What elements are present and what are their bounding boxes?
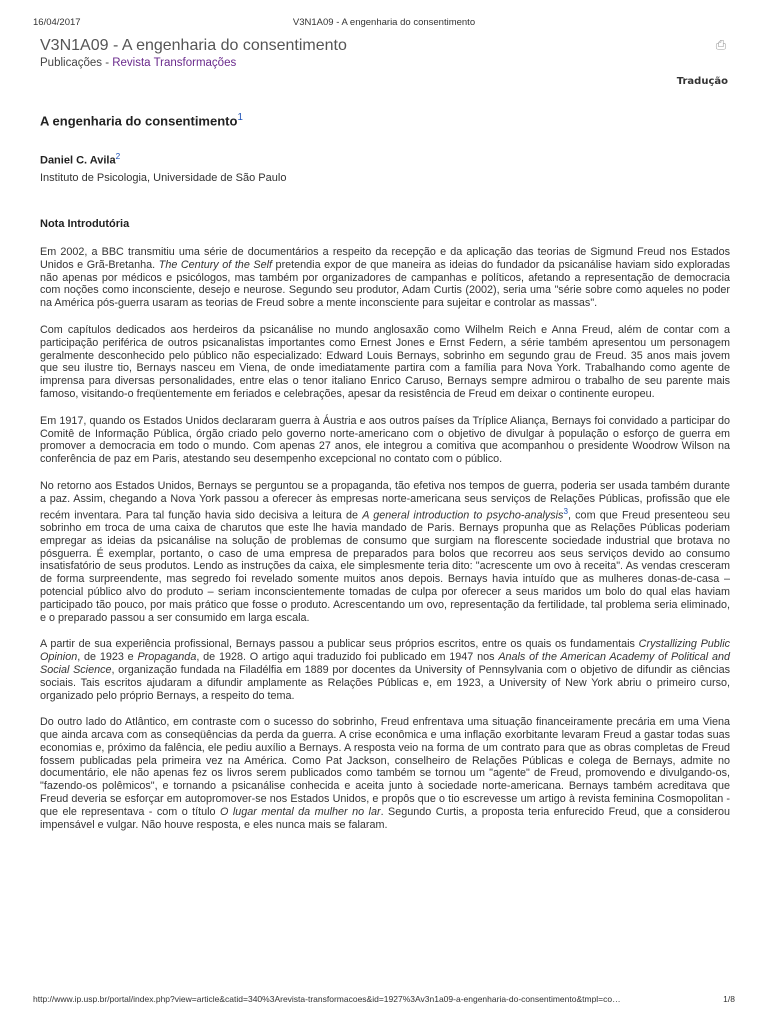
article-title (40, 112, 243, 128)
paragraph-4 (40, 480, 730, 624)
italic-title: O lugar mental da mulher no lar (220, 805, 381, 818)
paragraph-text: , organização fundada na Filadélfia em 1889 por docentes da University of Pennsylvania com o objetivo de difundir as ciências sociais. Tais escritos ajudaram a difundir amplamente as Relações Públicas e, em 1923, a University of New York abriu o primeiro curso, organizado pelo próprio Bernays, a respeito do tema. (40, 663, 730, 702)
breadcrumb-link-revista[interactable]: Revista Transformações (112, 57, 237, 69)
footnote-link-1[interactable]: 1 (237, 112, 243, 123)
print-date: 16/04/2017 (33, 17, 81, 28)
page-url: http://www.ip.usp.br/portal/index.php?view=article&catid=340%3Arevista-transformacoes&id=1927%3Av3n1a09-a-engenharia-do-consentimento&tmpl=co… (33, 994, 621, 1004)
printer-icon[interactable]: ⎙ (715, 37, 727, 52)
category-label: Tradução (676, 76, 728, 87)
article-body (40, 246, 730, 845)
italic-title: A general introduction to psycho-analysis (362, 509, 564, 522)
footnote-link-3[interactable]: 3 (563, 506, 568, 516)
paragraph-text: , de 1923 e (77, 651, 138, 664)
print-header (33, 17, 735, 29)
author-affiliation: Instituto de Psicologia, Universidade de São Paulo (40, 172, 287, 184)
breadcrumb-prefix: Publicações - (40, 57, 113, 69)
breadcrumb (40, 57, 236, 69)
paragraph-text: Em 2002, a BBC transmitiu uma série de documentários a respeito da recepção e da aplicação das teorias de Sigmund Freud nos Estados Unidos e Grã-Bretanha. (40, 246, 730, 271)
print-title: V3N1A09 - A engenharia do consentimento (292, 17, 476, 28)
italic-title: The Century of the Self (158, 258, 272, 271)
section-title: Nota Introdutória (40, 218, 130, 230)
article-title-text: A engenharia do consentimento (40, 113, 238, 129)
paragraph-6 (40, 716, 730, 831)
paragraph-text: . Segundo Curtis, a proposta teria enfurecido Freud, que a considerou impensável e vulgar. Não houve resposta, e eles nunca mais se falaram. (40, 805, 730, 831)
page-number: 1/8 (723, 994, 735, 1004)
print-footer (33, 994, 735, 1006)
paragraph-text: pretendia expor de que maneira as ideias do fundador da psicanálise haviam sido exploradas não apenas por médicos e psicólogos, mas também por organizadores de campanhas e políticos, afetando a representação de democracia com noções como inconsciente, desejo e neurose. Segundo seu produtor, Adam Curtis (2002), seria uma "série sobre como aqueles no poder na América pós-guerra usaram as teorias de Freud sobre a mente inconsciente para sujeitar e controlar as massas". (40, 258, 731, 310)
paragraph-2: Com capítulos dedicados aos herdeiros da psicanálise no mundo anglosaxão como Wilhelm Reich e Anna Freud, além de contar com a participação periférica de outros psicanalistas importantes como Ernest Jones e Ernst Federn, a série também apresentou um personagem geralmente desconhecido pelo público não especializado: Edward Louis Bernays, sobrinho em segundo grau de Freud. 35 anos mais jovem que seu ilustre tio, Bernays nasceu em Viena, de onde imediatamente partira com a família para Nova York. Trabalhando como agente de imprensa para diversas personalidades, entre elas o tenor italiano Enrico Caruso, Bernays sempre admirou o trabalho de seu parente mais famoso, visitando-o freqüentemente em feriados e celebrações, apesar da resistência de Freud em deixar o continente europeu. (40, 323, 730, 400)
paragraph-text: Do outro lado do Atlântico, em contraste com o sucesso do sobrinho, Freud enfrentava uma situação financeiramente precária em uma Viena que ainda arcava com as conseqüências da perda da guerra. A crise econômica e uma inflação exorbitante levaram Freud a gastar todas suas economias e, próximo da falência, ele pediu auxílio a Bernays. A resposta veio na forma de um contrato para que as obras completas de Freud fossem publicadas pela primeira vez na América. Como Pat Jackson, conselheiro de Relações Públicas e colega de Bernays, admite no documentário, ele não apenas fez os livros serem publicados como também se tornou um "agente" de Freud, promovendo e divulgando-os, "fazendo-os polêmicos", e tornando a psicanálise conhecida e aceita junto à sociedade norte-americana. Bernays também acreditava que Freud deveria se esforçar em autopromover-se nos Estados Unidos, e propôs que o tio escrevesse um artigo à revista feminina Cosmopolitan - que ele representava - com o título (40, 716, 730, 818)
author-name-text: Daniel C. Avila (40, 154, 116, 167)
author-name (40, 152, 120, 167)
paragraph-text: A partir de sua experiência profissional, Bernays passou a publicar seus próprios escritos, entre os quais os fundamentais (40, 638, 639, 651)
italic-title: Propaganda (137, 651, 197, 664)
italic-title: Crystallizing Public Opinion (40, 638, 730, 664)
paragraph-text: , de 1928. O artigo aqui traduzido foi publicado em 1947 nos (196, 651, 499, 664)
page-title: V3N1A09 - A engenharia do consentimento (40, 37, 347, 54)
paragraph-5 (40, 638, 730, 702)
footnote-link-2[interactable]: 2 (115, 152, 121, 161)
paragraph-text: No retorno aos Estados Unidos, Bernays se perguntou se a propaganda, tão efetiva nos tempos de guerra, poderia ser usada também durante a paz. Assim, chegando a Nova York passou a oferecer às empresas norte-americana seus serviços de Relações Públicas, profissão que ele recém inventara. Para tal função havia sido decisiva a leitura de (40, 479, 730, 522)
paragraph-1 (40, 246, 730, 310)
paragraph-text: , com que Freud presenteou seu sobrinho em troca de uma caixa de charutos que este lhe havia mandado de Paris. Bernays propunha que as Relações Públicas poderiam empregar as ideias da psicanálise na solução de problemas de consumo que surgiam na florescente sociedade industrial que brotava no pósguerra. É exemplar, portanto, o caso de uma empresa de preparados para bolos que recorreu aos seus serviços devido ao consumo insatisfatório de seus produtos. Lendo as instruções da caixa, ele simplesmente teria dito: "acrescente um ovo à receita". As vendas cresceram de forma surpreendente, mas segredo foi revelado somente muitos anos depois. Bernays havia intuído que as mulheres donas-de-casa – potencial público alvo do produto – seriam inconscientemente tomadas de culpa por oferecer a seus maridos um bolo do qual elas haviam participado tão pouco, por mais prático que fosse o produto. Acrescentando um ovo, representação da fertilidade, tal problema seria eliminado, e o preparado passou a ser consumido em larga escala. (40, 509, 730, 624)
italic-title: Anals of the American Academy of Political and Social Science (40, 651, 730, 676)
paragraph-3: Em 1917, quando os Estados Unidos declararam guerra à Áustria e aos outros países da Tríplice Aliança, Bernays foi convidado a participar do Comitê de Informação Pública, órgão criado pelo governo norte-americano com o objetivo de divulgar à população o esforço de guerra em promover a democracia em todo o mundo. Com apenas 27 anos, ele integrou a comitiva que acompanhou o presidente Woodrow Wilson na conferência de paz em Paris, atestando seu desempenho excepcional no contato com o público. (40, 414, 730, 466)
